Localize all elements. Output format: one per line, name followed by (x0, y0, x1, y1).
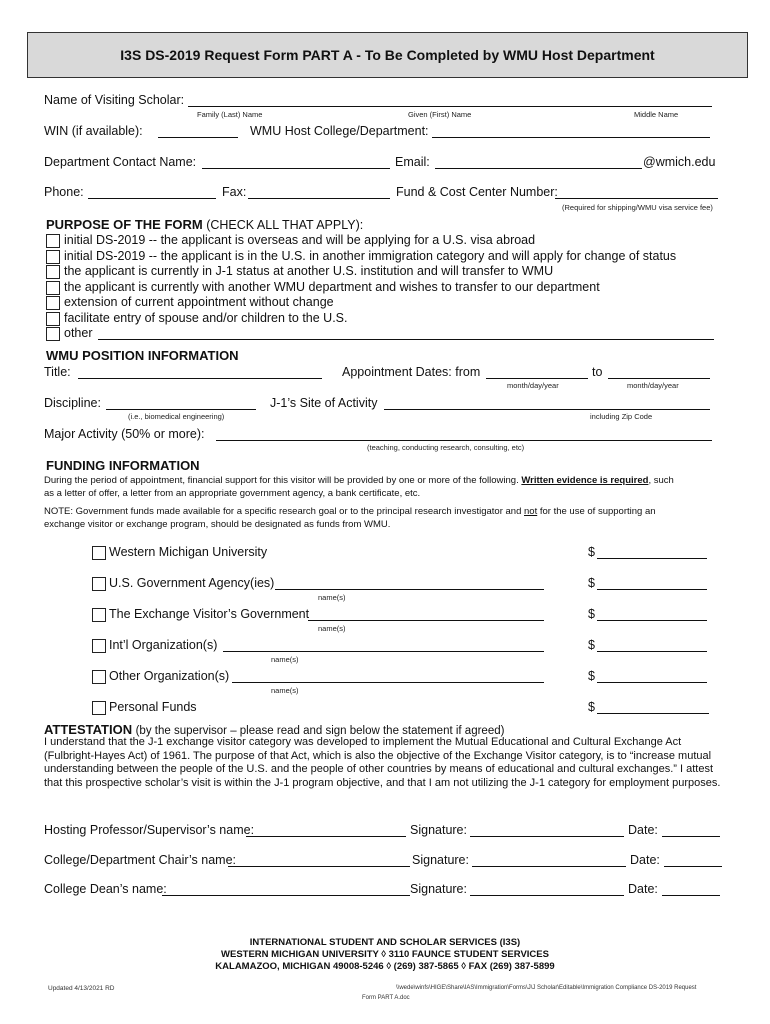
other-purpose-field[interactable] (98, 339, 714, 340)
purpose-option-5: extension of current appointment without change (64, 295, 334, 309)
purpose-heading: PURPOSE OF THE FORM (46, 217, 203, 232)
footer-office: INTERNATIONAL STUDENT AND SCHOLAR SERVICES (I3S) (249, 937, 521, 948)
other-org-name-hint: name(s) (271, 686, 299, 695)
to-label: to (592, 365, 603, 379)
discipline-hint: (i.e., biomedical engineering) (128, 412, 225, 421)
us-gov-name-hint: name(s) (318, 593, 346, 602)
given-name-hint: Given (First) Name (408, 110, 472, 119)
phone-label: Phone: (44, 185, 84, 199)
site-hint: including Zip Code (590, 412, 653, 421)
purpose-heading-note: (CHECK ALL THAT APPLY): (206, 218, 364, 232)
major-activity-hint: (teaching, conducting research, consulting, etc) (367, 443, 525, 452)
date-from-field[interactable] (486, 378, 588, 379)
college-field[interactable] (432, 137, 710, 138)
chair-name-label: College/Department Chair’s name: (44, 853, 236, 867)
fund-field[interactable] (555, 198, 718, 199)
evidence-required: Written evidence is required (521, 475, 649, 486)
date-to-hint: month/day/year (627, 381, 679, 390)
funding-checkbox-us-gov[interactable] (92, 577, 106, 591)
discipline-field[interactable] (106, 409, 256, 410)
dean-signature-field[interactable] (470, 895, 624, 896)
title-field[interactable] (78, 378, 322, 379)
funding-note: NOTE: Government funds made available for a specific research goal or to the principal research investigator and not for the use of supporting an exchange visitor or exchange program, should be designated as funds from WMU. (44, 506, 656, 530)
funding-checkbox-intl-org[interactable] (92, 639, 106, 653)
amount-other-org-field[interactable] (597, 682, 707, 683)
dollar-sign: $ (588, 545, 595, 559)
win-label: WIN (if available): (44, 124, 143, 138)
funding-source-intl-org: Int’l Organization(s) (109, 638, 218, 652)
site-label: J-1’s Site of Activity (270, 396, 378, 410)
major-activity-label: Major Activity (50% or more): (44, 427, 205, 441)
discipline-label: Discipline: (44, 396, 101, 410)
amount-intl-org-field[interactable] (597, 651, 707, 652)
footer-university: WESTERN MICHIGAN UNIVERSITY ◊ 3110 FAUNCE STUDENT SERVICES (221, 949, 549, 960)
funding-checkbox-wmu[interactable] (92, 546, 106, 560)
funding-intro: During the period of appointment, financial support for this visitor will be provided by one or more of the following. Written evidence is required, such as a letter of offer, a letter from an appropriate government agency, a bank certificate, etc. (44, 475, 674, 499)
win-field[interactable] (158, 137, 238, 138)
position-heading: WMU POSITION INFORMATION (46, 348, 239, 363)
funding-source-us-gov: U.S. Government Agency(ies) (109, 576, 275, 590)
professor-name-label: Hosting Professor/Supervisor’s name: (44, 823, 255, 837)
funding-checkbox-personal[interactable] (92, 701, 106, 715)
dollar-sign: $ (588, 607, 595, 621)
chair-signature-field[interactable] (472, 866, 626, 867)
title-label: Title: (44, 365, 71, 379)
email-label: Email: (395, 155, 430, 169)
amount-personal-field[interactable] (597, 713, 709, 714)
attestation-text: I understand that the J-1 exchange visitor category was developed to implement the Mutual Educational and Cultural Exchange Act (Fulbright-Hayes Act) of 1961. The purpose of that Act, which is also the objective of the Exchange Visitor category, is to “increase mutual understanding between the people of the U.S. and the people of other countries by means of educational and cultural exchanges.” I attest that this prospective scholar’s visit is within the J-1 program objective, and that I am not utilizing the J-1 category for employment purposes. (44, 736, 721, 789)
date-to-field[interactable] (608, 378, 710, 379)
funding-heading: FUNDING INFORMATION (46, 458, 200, 473)
signature-label: Signature: (410, 882, 467, 896)
dollar-sign: $ (588, 669, 595, 683)
fund-label: Fund & Cost Center Number: (396, 185, 558, 199)
fax-label: Fax: (222, 185, 247, 199)
email-suffix: @wmich.edu (643, 155, 716, 169)
middle-name-hint: Middle Name (634, 110, 679, 119)
purpose-checkbox-3[interactable] (46, 265, 60, 279)
email-field[interactable] (435, 168, 642, 169)
amount-wmu-field[interactable] (597, 558, 707, 559)
date-label: Date: (628, 823, 658, 837)
purpose-checkbox-1[interactable] (46, 234, 60, 248)
purpose-checkbox-2[interactable] (46, 250, 60, 264)
appointment-dates-label: Appointment Dates: from (342, 365, 481, 379)
purpose-heading-row (46, 217, 363, 232)
purpose-checkbox-5[interactable] (46, 296, 60, 310)
professor-signature-field[interactable] (470, 836, 624, 837)
fund-hint: (Required for shipping/WMU visa service fee) (562, 203, 713, 212)
dollar-sign: $ (588, 700, 595, 714)
funding-source-visitor-gov: The Exchange Visitor’s Government (109, 607, 310, 621)
purpose-option-7: other (64, 326, 93, 340)
dean-date-field[interactable] (662, 895, 720, 896)
chair-name-field[interactable] (228, 866, 410, 867)
professor-date-field[interactable] (662, 836, 720, 837)
major-activity-field[interactable] (216, 440, 712, 441)
other-org-name-field[interactable] (232, 682, 544, 683)
dollar-sign: $ (588, 638, 595, 652)
purpose-checkbox-4[interactable] (46, 281, 60, 295)
signature-label: Signature: (410, 823, 467, 837)
fax-field[interactable] (248, 198, 390, 199)
purpose-option-4: the applicant is currently with another WMU department and wishes to transfer to our department (64, 280, 600, 294)
visitor-gov-name-field[interactable] (308, 620, 544, 621)
updated-note: Updated 4/13/2021 RD (48, 985, 115, 992)
attestation-heading-row (44, 722, 504, 737)
funding-source-personal: Personal Funds (109, 700, 197, 714)
family-name-hint: Family (Last) Name (197, 110, 263, 119)
contact-label: Department Contact Name: (44, 155, 197, 169)
signature-label: Signature: (412, 853, 469, 867)
scholar-name-field[interactable] (188, 106, 712, 107)
purpose-checkbox-6[interactable] (46, 312, 60, 326)
funding-source-wmu: Western Michigan University (109, 545, 268, 559)
funding-source-other-org: Other Organization(s) (109, 669, 230, 683)
purpose-option-1: initial DS-2019 -- the applicant is overseas and will be applying for a U.S. visa abroad (64, 233, 536, 247)
contact-field[interactable] (202, 168, 390, 169)
amount-us-gov-field[interactable] (597, 589, 707, 590)
dean-name-label: College Dean’s name: (44, 882, 167, 896)
professor-name-field[interactable] (246, 836, 406, 837)
file-path-end: Form PART A.doc (362, 995, 410, 1001)
purpose-checkbox-7[interactable] (46, 327, 60, 341)
purpose-option-3: the applicant is currently in J-1 status at another U.S. institution and will transfer to WMU (64, 264, 554, 278)
us-gov-name-field[interactable] (275, 589, 544, 590)
funding-checkbox-other-org[interactable] (92, 670, 106, 684)
scholar-name-label: Name of Visiting Scholar: (44, 93, 185, 107)
note-not: not (524, 506, 538, 517)
amount-visitor-gov-field[interactable] (597, 620, 707, 621)
intl-org-name-field[interactable] (223, 651, 544, 652)
file-path: \\wede\winfs\HIGE\Share\IAS\Immigration\Forms\J\J Scholar\Editable\Immigration Compliance DS-2019 Request (396, 985, 697, 991)
visitor-gov-name-hint: name(s) (318, 624, 346, 633)
funding-checkbox-visitor-gov[interactable] (92, 608, 106, 622)
attestation-heading: ATTESTATION (44, 722, 133, 737)
attestation-heading-note: (by the supervisor – please read and sign below the statement if agreed) (135, 725, 505, 737)
site-field[interactable] (384, 409, 710, 410)
date-label: Date: (630, 853, 660, 867)
purpose-option-6: facilitate entry of spouse and/or children to the U.S. (64, 311, 348, 325)
form-title: I3S DS-2019 Request Form PART A - To Be Completed by WMU Host Department (27, 32, 748, 78)
dean-name-field[interactable] (162, 895, 410, 896)
date-from-hint: month/day/year (507, 381, 559, 390)
dollar-sign: $ (588, 576, 595, 590)
chair-date-field[interactable] (664, 866, 722, 867)
footer-contact: KALAMAZOO, MICHIGAN 49008-5246 ◊ (269) 387-5865 ◊ FAX (269) 387-5899 (215, 961, 555, 972)
date-label: Date: (628, 882, 658, 896)
college-label: WMU Host College/Department: (250, 124, 429, 138)
purpose-option-2: initial DS-2019 -- the applicant is in the U.S. in another immigration category and will apply for change of status (64, 249, 677, 263)
intl-org-name-hint: name(s) (271, 655, 299, 664)
phone-field[interactable] (88, 198, 216, 199)
